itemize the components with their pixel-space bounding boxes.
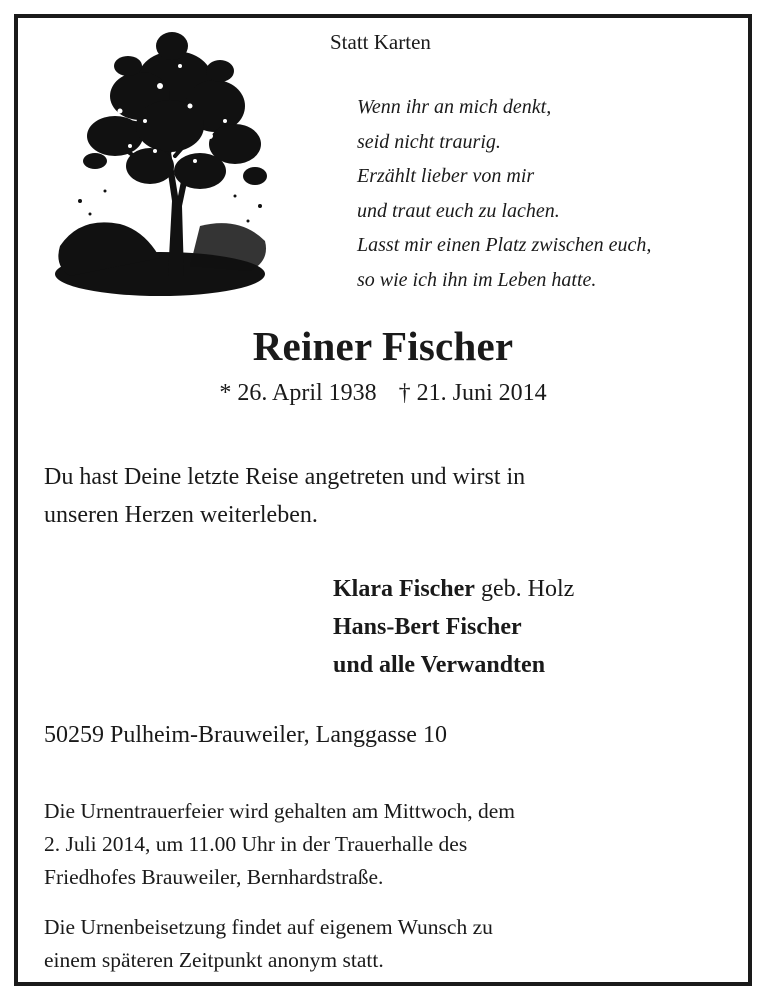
burial-line: Die Urnenbeisetzung findet auf eigenem Wunsch zu <box>44 915 493 939</box>
burial-info <box>44 911 493 977</box>
farewell-text <box>44 458 525 534</box>
statt-karten-label: Statt Karten <box>330 30 431 54</box>
ceremony-line: Friedhofes Brauweiler, Bernhardstraße. <box>44 865 384 889</box>
signers <box>333 570 574 684</box>
burial-line: einem späteren Zeitpunkt anonym statt. <box>44 948 384 972</box>
birth-date: * 26. April 1938 <box>219 380 377 406</box>
poem-line: seid nicht traurig. <box>357 130 501 153</box>
life-dates <box>0 380 766 407</box>
deceased-name: Reiner Fischer <box>252 323 514 369</box>
poem-line: Erzählt lieber von mir <box>357 165 535 187</box>
farewell-line: unseren Herzen weiterleben. <box>44 502 318 528</box>
ceremony-line: 2. Juli 2014, um 11.00 Uhr in der Trauerhalle des <box>44 832 468 856</box>
poem-line: und traut euch zu lachen. <box>357 199 560 222</box>
ceremony-info <box>44 795 515 894</box>
address: 50259 Pulheim-Brauweiler, Langgasse 10 <box>44 722 447 748</box>
signer-3-name: und alle Verwandten <box>333 652 546 678</box>
death-date: † 21. Juni 2014 <box>398 380 547 406</box>
signer-2 <box>333 608 574 646</box>
tree-illustration-icon <box>50 26 280 306</box>
signer-1-name: Klara Fischer <box>333 576 475 602</box>
signer-1-suffix: geb. Holz <box>474 576 575 602</box>
farewell-line: Du hast Deine letzte Reise angetreten und wirst in <box>44 464 526 490</box>
poem-line: Wenn ihr an mich denkt, <box>357 96 552 118</box>
signer-2-name: Hans-Bert Fischer <box>333 614 522 640</box>
signer-1 <box>333 570 574 608</box>
poem-line: so wie ich ihn im Leben hatte. <box>357 268 597 291</box>
poem <box>357 90 651 297</box>
ceremony-line: Die Urnentrauerfeier wird gehalten am Mittwoch, dem <box>44 799 516 823</box>
signer-3 <box>333 646 574 684</box>
poem-line: Lasst mir einen Platz zwischen euch, <box>357 234 652 256</box>
